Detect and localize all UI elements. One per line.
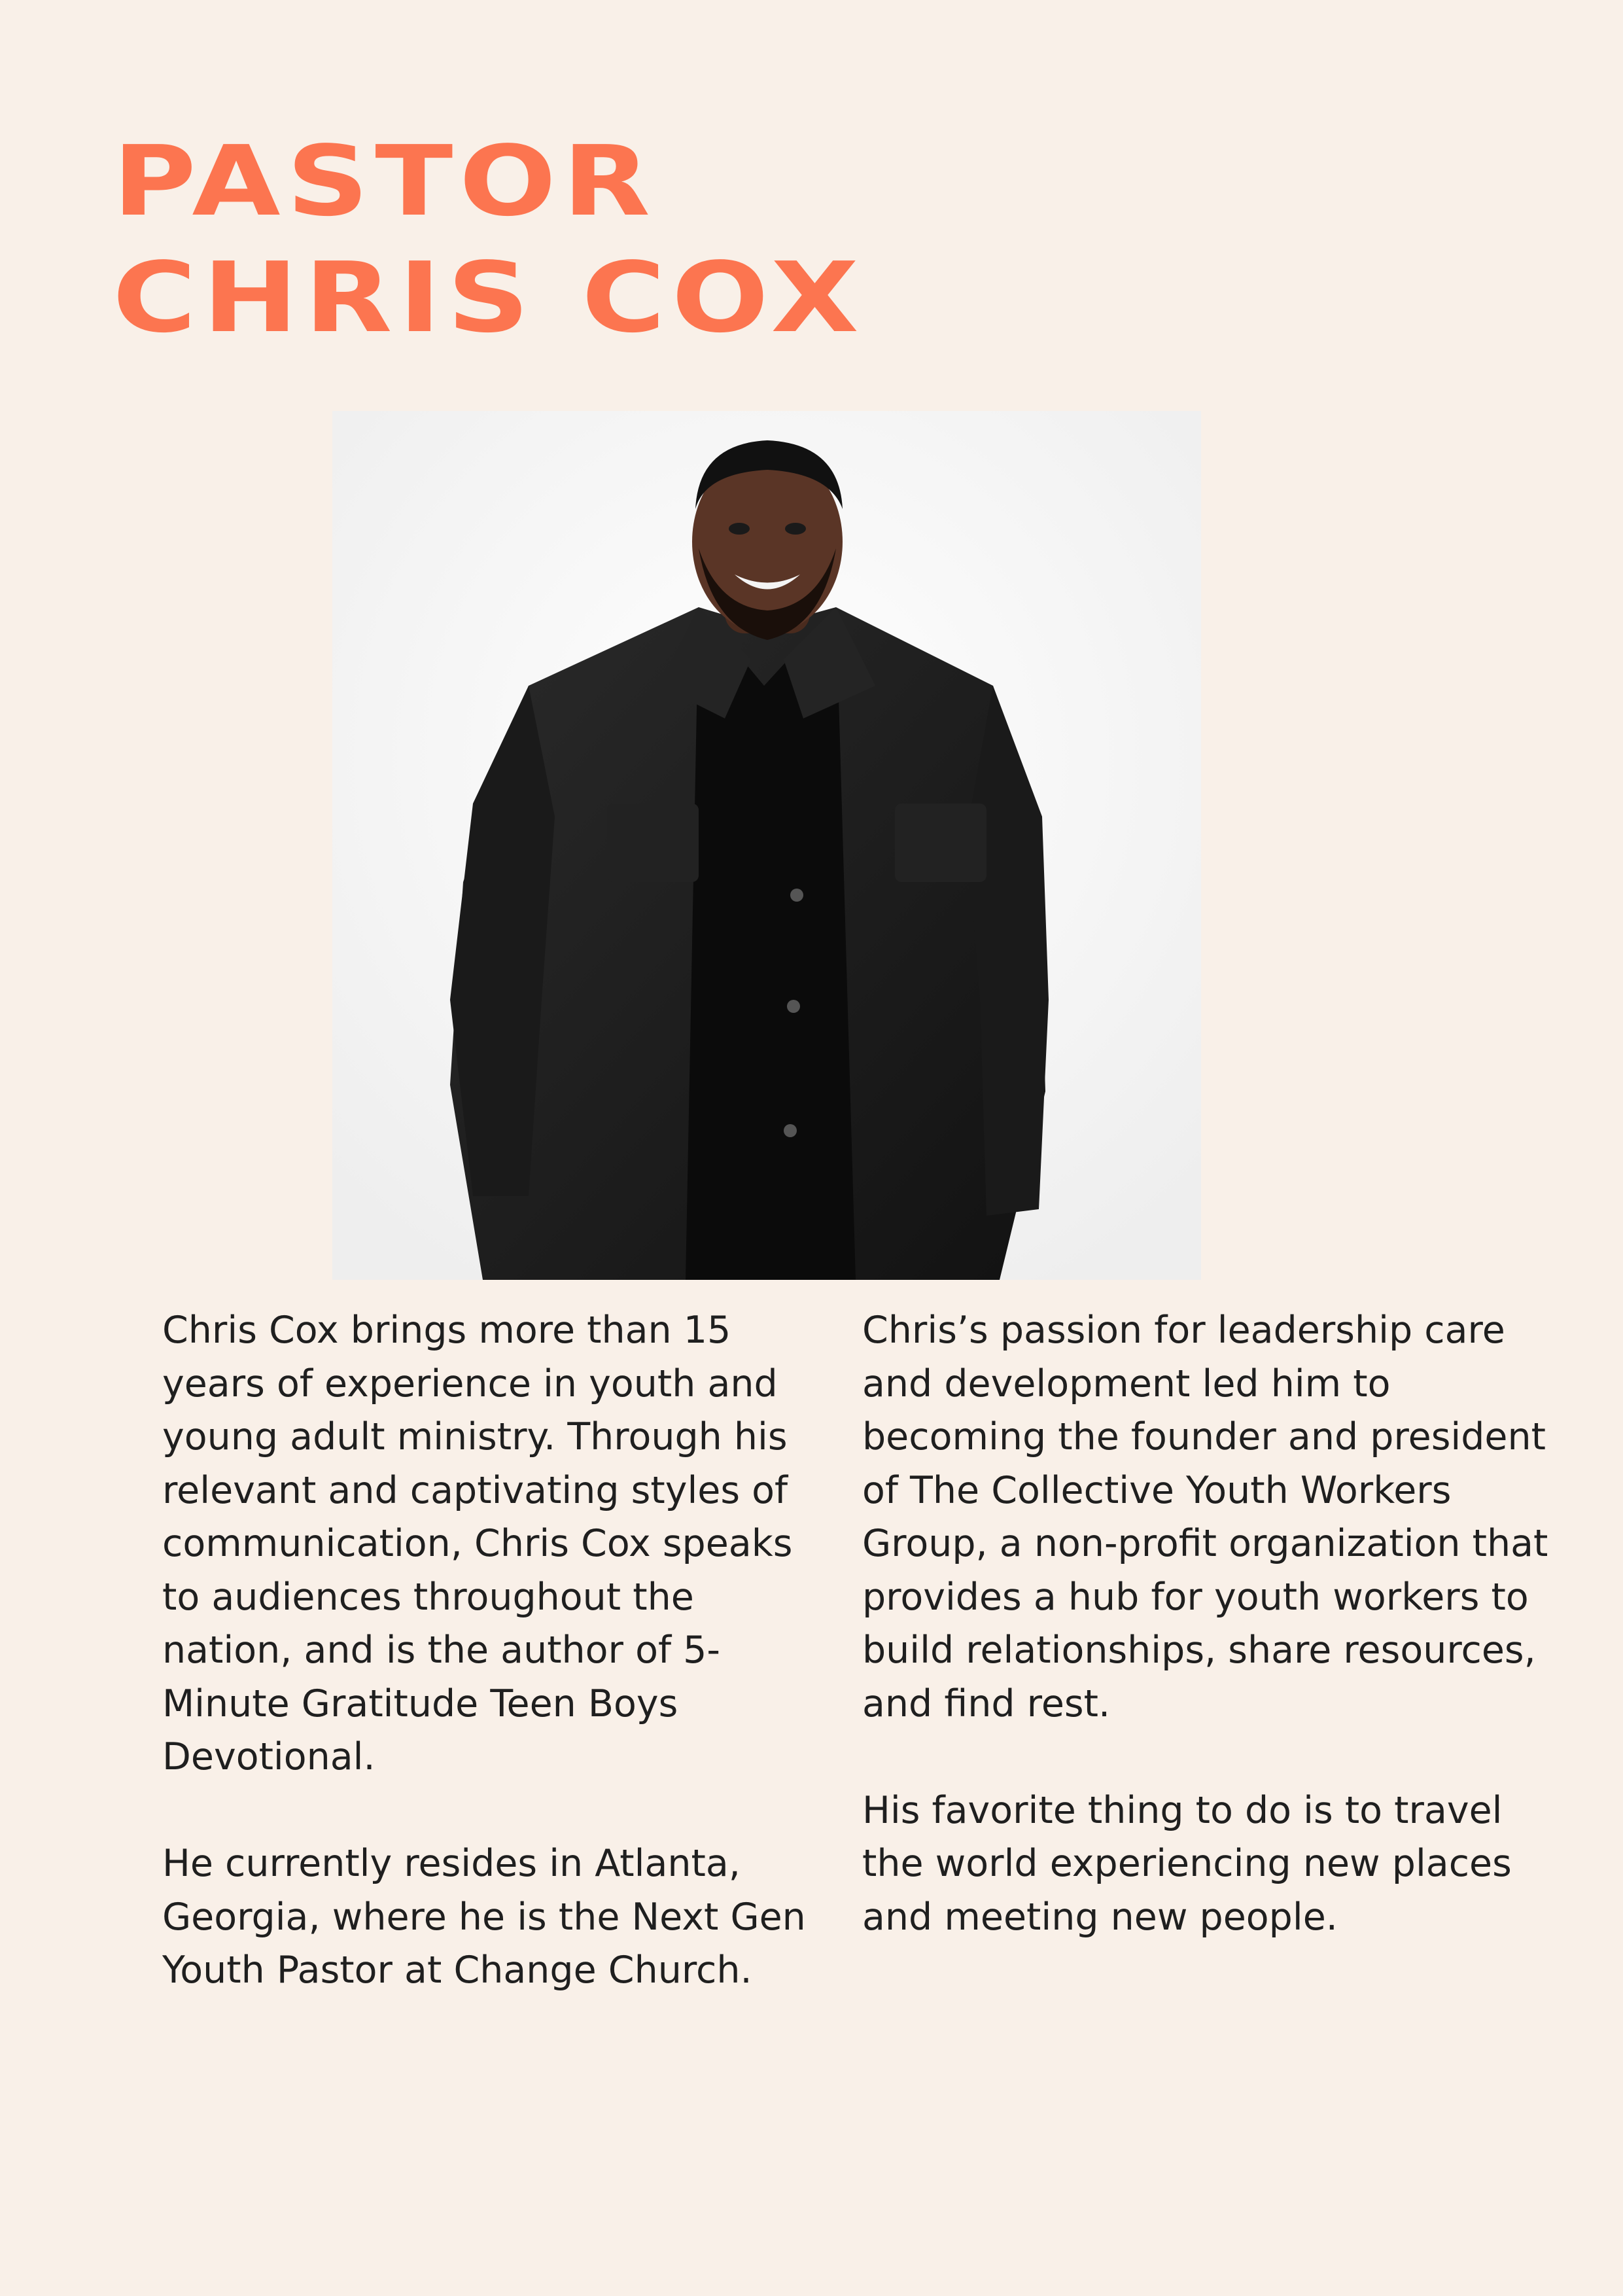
bio-right-paragraph-2: His favorite thing to do is to travel the world experiencing new places and meeting new people. bbox=[862, 1788, 1512, 1939]
title-line-2: CHRIS COX bbox=[113, 241, 865, 354]
portrait-photo-icon bbox=[332, 411, 1201, 1280]
page-title bbox=[113, 123, 1225, 356]
bio-left-paragraph-1: Chris Cox brings more than 15 years of experience in youth and young adult ministry. Through his relevant and captivating styles of communication, Chris Cox speaks to audiences throughout the nation, and is the author of 5-Minute Gratitude Teen Boys Devotional. bbox=[162, 1309, 793, 1778]
title-line-1: PASTOR bbox=[113, 125, 657, 238]
bio-right-paragraph-1: Chris’s passion for leadership care and development led him to becoming the founder and president of The Collective Youth Workers Group, a non-profit organization that provides a hub for youth workers to build relationships, share resources, and find rest. bbox=[862, 1309, 1548, 1725]
portrait-photo bbox=[332, 411, 1201, 1280]
bio-right-column bbox=[862, 1304, 1549, 1998]
bio-left-column bbox=[162, 1304, 823, 2051]
bio-left-paragraph-2: He currently resides in Atlanta, Georgia, where he is the Next Gen Youth Pastor at Change Church. bbox=[162, 1842, 806, 1992]
